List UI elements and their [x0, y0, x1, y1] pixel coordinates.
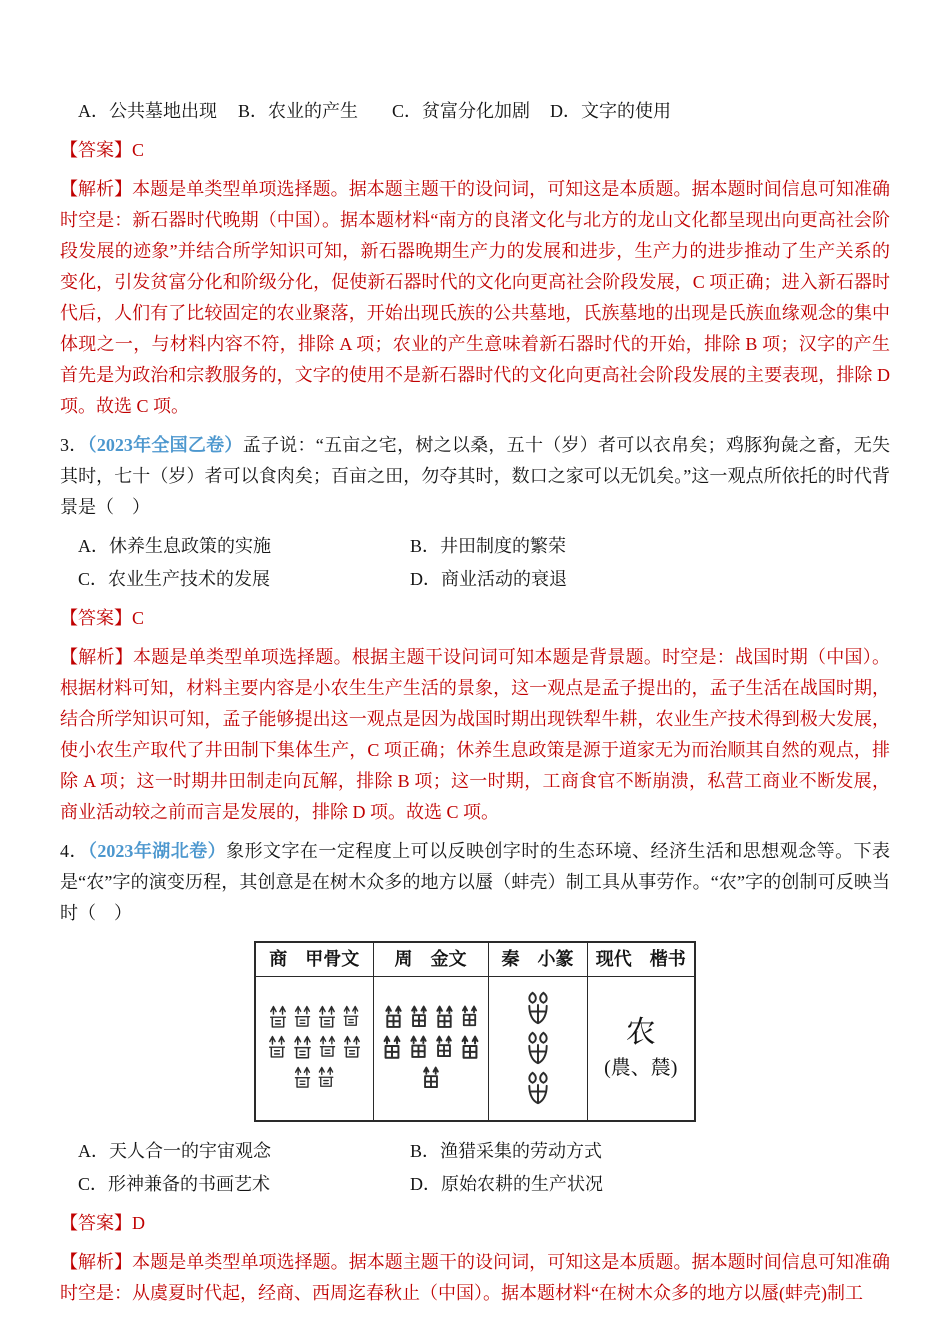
option-b: B．渔猎采集的劳动方式	[410, 1140, 603, 1161]
bronze-script-glyphs	[378, 983, 484, 1114]
oracle-glyph-icon	[318, 1035, 337, 1060]
option-c: C．农业生产技术的发展	[78, 569, 271, 589]
bronze-glyph-icon	[409, 1005, 429, 1030]
header-modern-regular: 现代 楷书	[587, 942, 695, 977]
oracle-glyph-icon	[293, 1066, 312, 1091]
oracle-glyph-icon	[342, 1005, 360, 1029]
bronze-glyph-icon	[408, 1035, 429, 1061]
answer-line-q2: 【答案】C	[60, 140, 145, 160]
header-qin-seal: 秦 小篆	[488, 942, 587, 977]
bronze-glyph-icon	[434, 1005, 455, 1031]
modern-character-variants: (農、辳)	[604, 1057, 678, 1080]
question-3-stem	[60, 430, 890, 523]
oracle-glyph-icon	[267, 1035, 287, 1061]
table-body-row	[255, 977, 695, 1121]
seal-glyph-icon	[525, 1029, 551, 1067]
question-4-options	[60, 1136, 890, 1200]
oracle-bone-glyphs	[260, 983, 369, 1114]
question-2-options-row	[60, 96, 890, 127]
character-evolution-table-wrap	[60, 941, 890, 1122]
bronze-glyph-icon	[459, 1035, 481, 1062]
bronze-script-glyphs-cell	[373, 977, 488, 1121]
exam-source-tag: （2023年全国乙卷）	[87, 435, 243, 455]
option-c: C．贫富分化加剧	[392, 101, 531, 121]
header-zhou-bronze: 周 金文	[373, 942, 488, 977]
seal-glyph-icon	[525, 989, 551, 1027]
question-4-stem	[60, 836, 890, 929]
seal-script-glyphs-cell	[488, 977, 587, 1121]
option-a: A．天人合一的宇宙观念	[78, 1140, 271, 1161]
exam-source-tag: （2023年湖北卷）	[87, 841, 227, 861]
option-b: B．井田制度的繁荣	[410, 536, 567, 556]
bronze-glyph-icon	[421, 1066, 441, 1091]
oracle-glyph-icon	[268, 1005, 288, 1031]
oracle-glyph-icon	[293, 1005, 312, 1030]
bronze-glyph-icon	[381, 1035, 403, 1062]
option-a: A．公共墓地出现	[78, 101, 217, 121]
header-shang-oracle: 商 甲骨文	[255, 942, 373, 977]
analysis-paragraph-q4: 【解析】本题是单类型单项选择题。据本题主题干的设问词，可知这是本质题。据本题时间信息可知准确时空是：从虞夏时代起，经商、西周迄春秋止（中国）。据本题材料“在树木众多的地方以蜃(蚌壳)制工	[60, 1251, 890, 1303]
option-d: D．原始农耕的生产状况	[410, 1173, 603, 1194]
question-3-options	[60, 531, 890, 595]
question-number: 4．	[60, 841, 88, 861]
bronze-glyph-icon	[383, 1005, 404, 1031]
analysis-paragraph-q2: 【解析】本题是单类型单项选择题。据本题主题干的设问词，可知这是本质题。据本题时间信息可知准确时空是：新石器时代晚期（中国）。据本题材料“南方的良渚文化与北方的龙山文化都呈现出向更高社会阶段发展的迹象”并结合所学知识可知，新石器晚期生产力的发展和进步，生产力的进步推动了生产关系的变化，引发贫富分化和阶级分化，促使新石器时代的文化向更高社会阶段发展，C 项正确；进入新石器时代后，人们有了比较固定的农业聚落，开始出现氏族的公共墓地，氏族墓地的出现是氏族血缘观念的集中体现之一，与材料内容不符，排除 A 项；农业的产生意味着新石器时代的开始，排除 B 项；汉字的产生首先是为政治和宗教服务的，文字的使用不是新石器时代的文化向更高社会阶段发展的主要表现，排除 D 项。故选 C 项。	[60, 179, 890, 416]
modern-character: 农	[625, 1016, 656, 1050]
table-header-row	[255, 942, 695, 977]
seal-script-glyphs	[493, 983, 583, 1114]
oracle-glyph-icon	[292, 1035, 313, 1062]
question-number: 3．	[60, 435, 88, 455]
character-evolution-table	[254, 941, 696, 1122]
oracle-bone-glyphs-cell	[255, 977, 373, 1121]
oracle-glyph-icon	[342, 1035, 362, 1061]
option-d: D．商业活动的衰退	[410, 569, 567, 589]
option-a: A．休养生息政策的实施	[78, 536, 271, 556]
answer-line-q3: 【答案】C	[60, 608, 145, 628]
option-d: D．文字的使用	[550, 101, 671, 121]
option-b: B．农业的产生	[238, 101, 359, 121]
modern-script-cell	[587, 977, 695, 1121]
bronze-glyph-icon	[434, 1035, 454, 1060]
option-c: C．形神兼备的书画艺术	[78, 1173, 271, 1194]
answer-line-q4: 【答案】D	[60, 1212, 145, 1233]
oracle-glyph-icon	[317, 1066, 335, 1090]
analysis-paragraph-q3: 【解析】本题是单类型单项选择题。根据主题干设问词可知本题是背景题。时空是：战国时期（中国）。根据材料可知，材料主要内容是小农生生产生活的景象，这一观点是孟子提出的，孟子生活在战国时期，结合所学知识可知，孟子能够提出这一观点是因为战国时期出现铁犁牛耕，农业生产技术得到极大发展，使小农生产取代了井田制下集体生产，C 项正确；休养生息政策是源于道家无为而治顺其自然的观点，排除 A 项；这一时期井田制走向瓦解，排除 B 项；这一时期，工商食官不断崩溃，私营工商业不断发展，商业活动较之前而言是发展的，排除 D 项。故选 C 项。	[60, 647, 890, 822]
oracle-glyph-icon	[317, 1005, 337, 1031]
seal-glyph-icon	[525, 1069, 551, 1107]
modern-script-content	[592, 983, 691, 1114]
question-stem-text: 象形文字在一定程度上可以反映创字时的生态环境、经济生活和思想观念等。下表是“农”字的演变历程，其创意是在树木众多的地方以蜃（蚌壳）制工具从事劳作。“农”字的创制可反映当时（ ）	[60, 841, 891, 923]
bronze-glyph-icon	[460, 1005, 479, 1029]
question-stem-text: 孟子说：“五亩之宅，树之以桑，五十（岁）者可以衣帛矣；鸡豚狗彘之畜，无失其时，七十（岁）者可以食肉矣；百亩之田，勿夺其时，数口之家可以无饥矣。”这一观点所依托的时代背景是（ ）	[60, 435, 891, 517]
